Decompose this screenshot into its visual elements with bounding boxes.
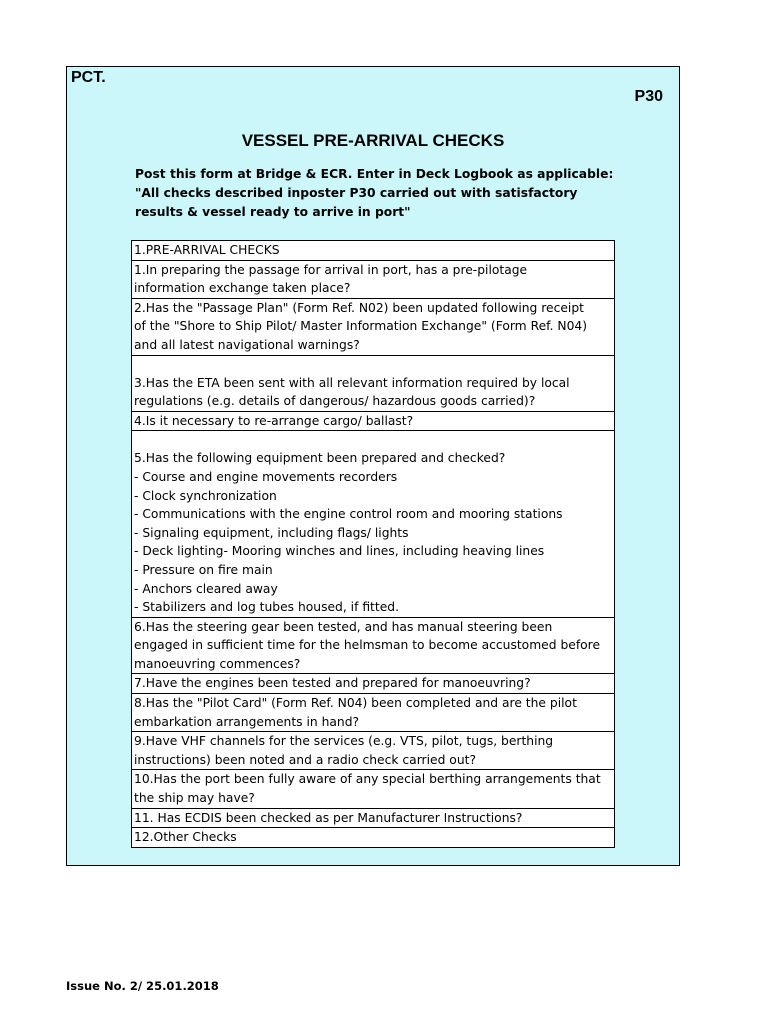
check-item-7 [132,673,614,693]
check-line: instructions) been noted and a radio check carried out? [134,752,476,767]
check-line: manoeuvring commences? [134,656,301,671]
check-line: - Pressure on fire main [134,562,273,577]
check-line: 6.Has the steering gear been tested, and has manual steering been [134,619,553,634]
check-line: regulations (e.g. details of dangerous/ hazardous goods carried)? [134,394,536,409]
check-line: - Signaling equipment, including flags/ lights [134,525,409,540]
check-line: 4.Is it necessary to re-arrange cargo/ ballast? [134,413,414,428]
check-line: - Stabilizers and log tubes housed, if fitted. [134,600,399,615]
check-item-6 [132,617,614,674]
check-item-1 [132,260,614,298]
check-line: of the "Shore to Ship Pilot/ Master Information Exchange" (Form Ref. N04) [134,319,588,334]
check-line: 2.Has the "Passage Plan" (Form Ref. N02) been updated following receipt [134,300,584,315]
check-item-3 [132,355,614,411]
check-line: engaged in sufficient time for the helmsman to become accustomed before [134,638,601,653]
check-line: 12.Other Checks [134,830,237,845]
check-line: 11. Has ECDIS been checked as per Manufacturer Instructions? [134,810,523,825]
check-line: 5.Has the following equipment been prepared and checked? [134,451,506,466]
check-line: 3.Has the ETA been sent with all relevant information required by local [134,375,570,390]
check-line: 9.Have VHF channels for the services (e.g. VTS, pilot, tugs, berthing [134,734,554,749]
check-item-8 [132,693,614,731]
check-line: - Course and engine movements recorders [134,469,398,484]
check-line: - Anchors cleared away [134,581,278,596]
check-item-9 [132,731,614,769]
check-line: 10.Has the port been fully aware of any special berthing arrangements that [134,772,601,787]
check-item-11 [132,808,614,828]
company-label: PCT. [71,69,106,86]
check-line: and all latest navigational warnings? [134,337,360,352]
issue-footer: Issue No. 2/ 25.01.2018 [66,979,219,993]
instructions-text: Post this form at Bridge & ECR. Enter in Deck Logbook as applicable: "All checks described inposter P30 carried out with satisfactory results & vessel ready to arrive in port" [135,167,614,219]
check-line: embarkation arrangements in hand? [134,714,360,729]
section-heading: 1.PRE-ARRIVAL CHECKS [134,243,280,257]
check-item-12 [132,827,614,847]
checks-table [131,240,615,848]
form-panel [66,66,680,866]
check-line: 8.Has the "Pilot Card" (Form Ref. N04) been completed and are the pilot [134,696,577,711]
check-line: - Deck lighting- Mooring winches and lines, including heaving lines [134,544,545,559]
page-title: VESSEL PRE-ARRIVAL CHECKS [241,131,505,150]
check-line: 7.Have the engines been tested and prepared for manoeuvring? [134,676,531,691]
check-line: 1.In preparing the passage for arrival in port, has a pre-pilotage [134,262,528,277]
form-code: P30 [634,88,663,105]
check-line: information exchange taken place? [134,281,351,296]
check-line: the ship may have? [134,791,255,806]
check-item-5 [132,430,614,616]
check-item-10 [132,769,614,807]
check-line: - Clock synchronization [134,488,277,503]
check-item-4 [132,411,614,431]
check-item-2 [132,298,614,355]
check-line: - Communications with the engine control room and mooring stations [134,507,563,522]
